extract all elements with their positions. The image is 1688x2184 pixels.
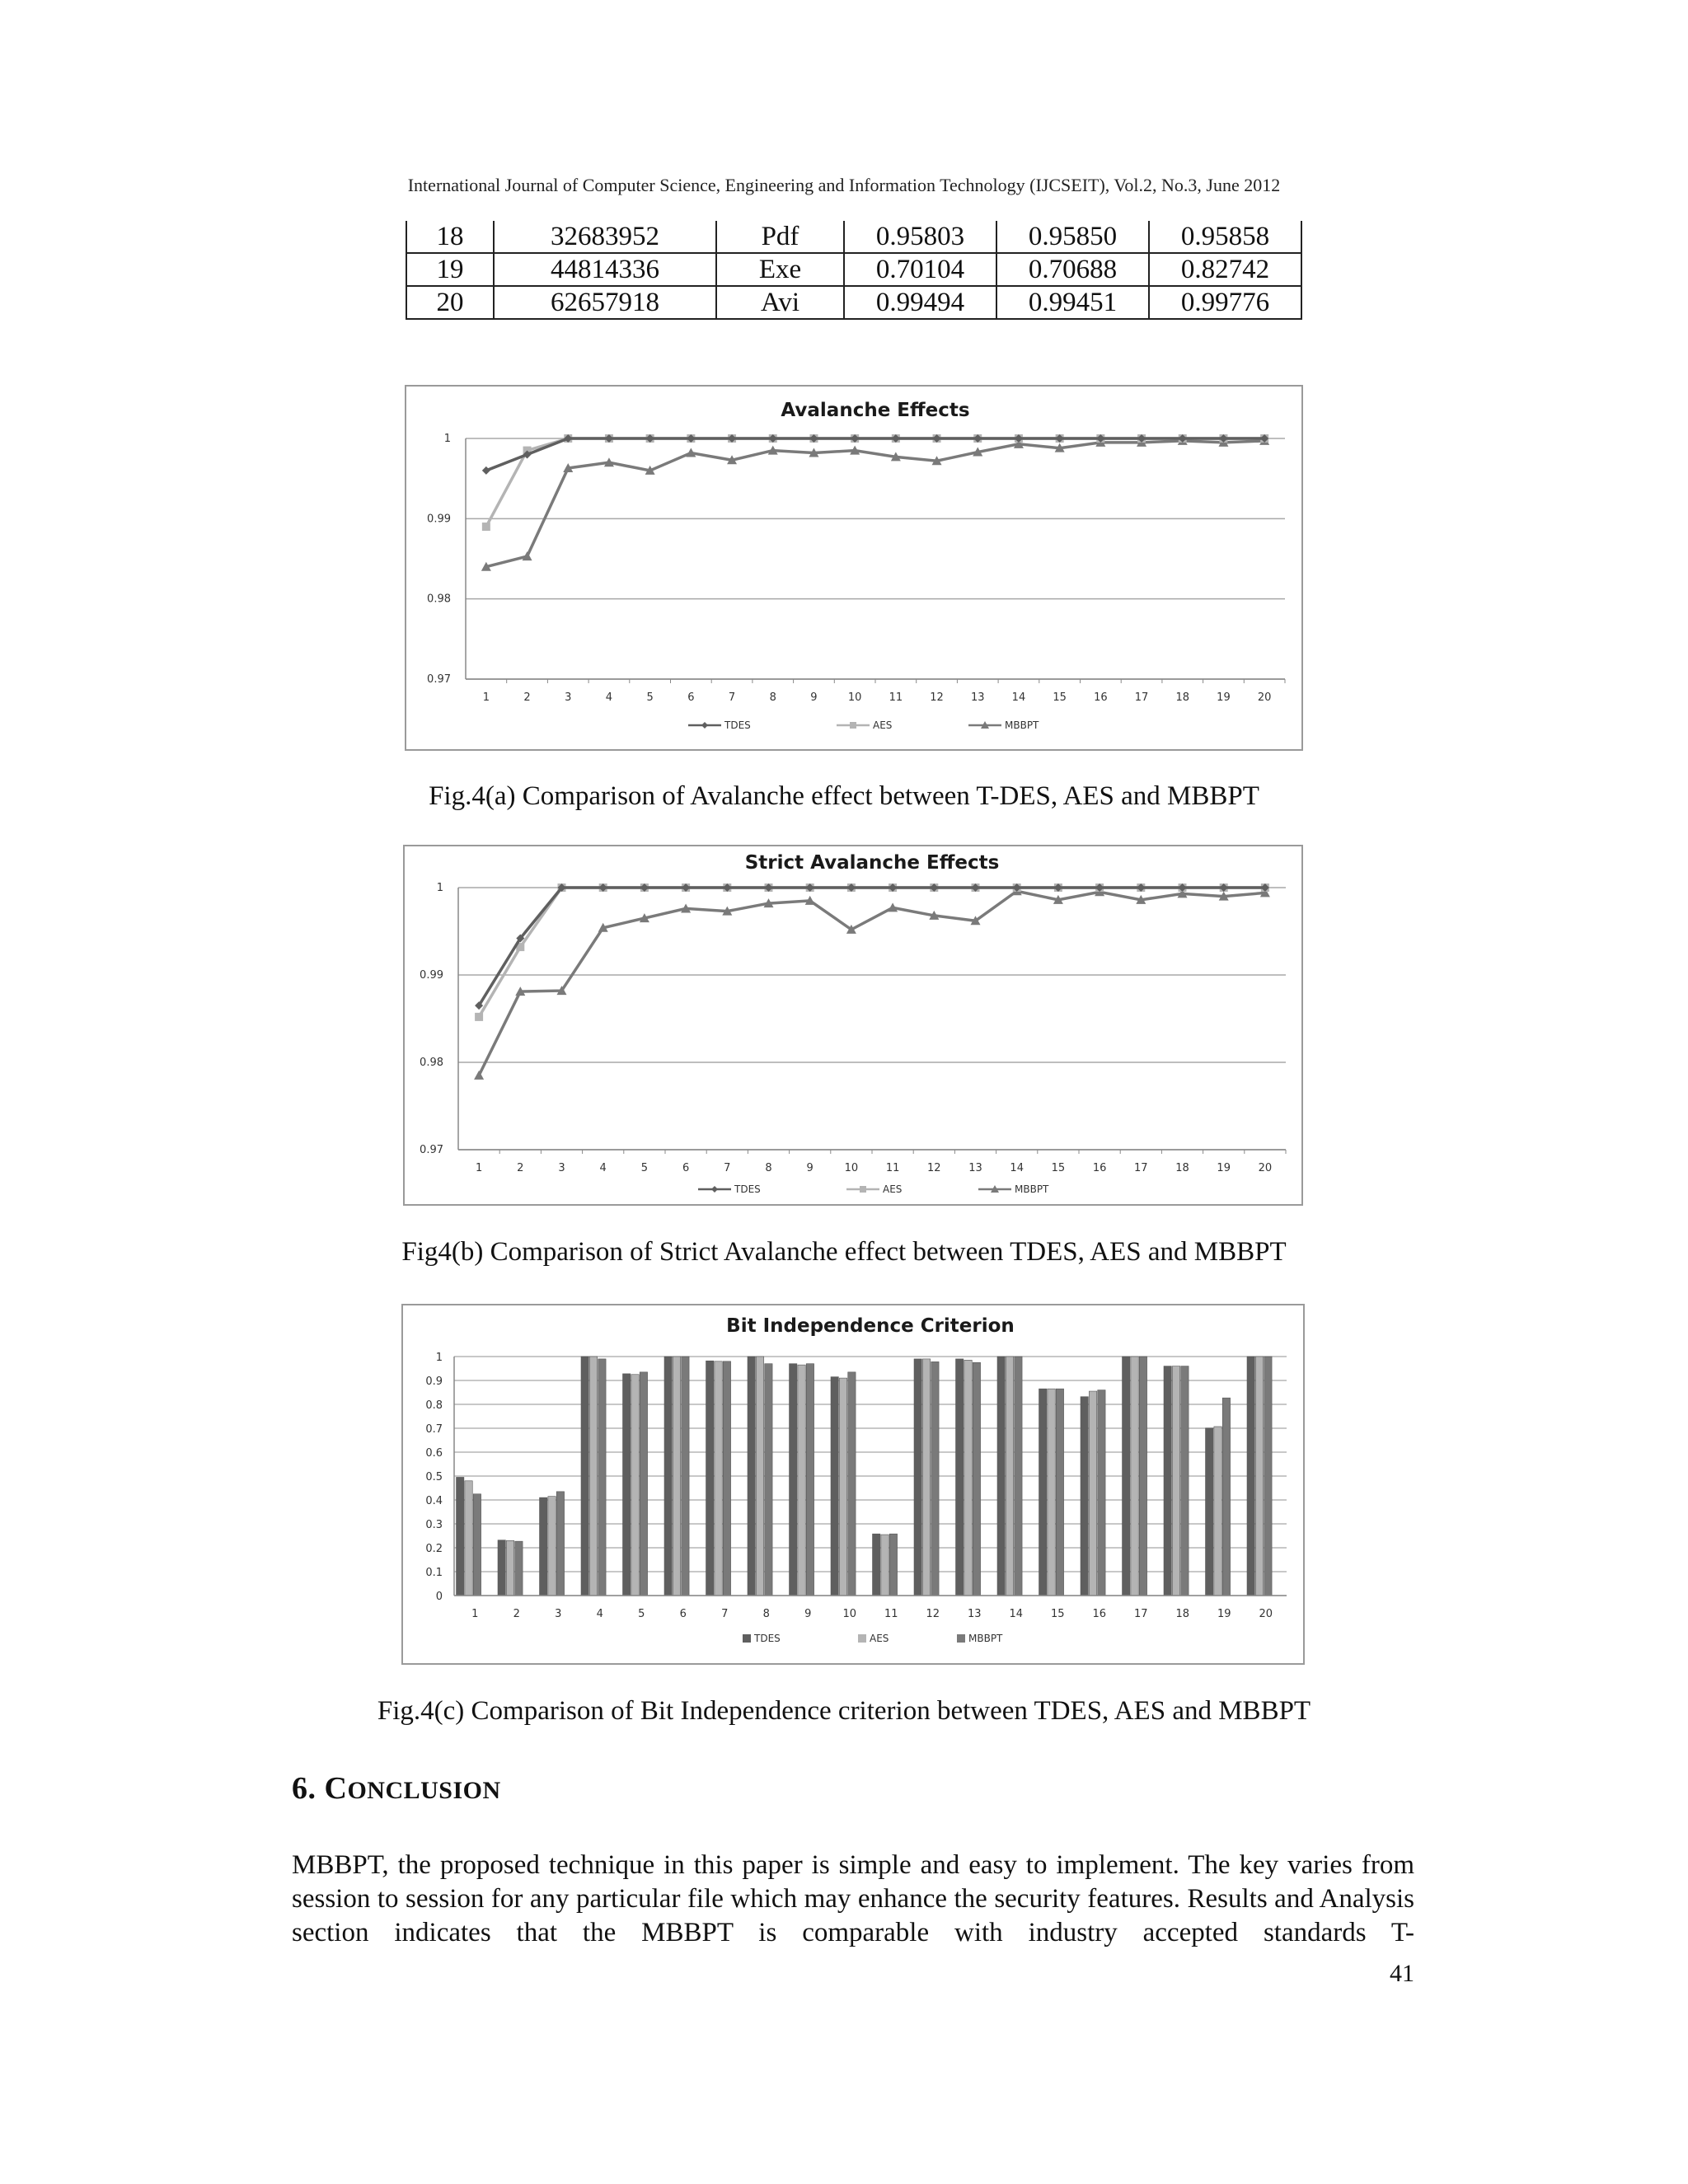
x-tick-label: 7 [724,1162,731,1174]
y-tick-label: 0 [435,1591,443,1603]
results-table [406,221,1302,320]
x-tick-label: 1 [482,691,490,704]
legend-label: TDES [754,1633,781,1644]
bar-aes [881,1535,889,1596]
x-tick-label: 2 [513,1608,520,1620]
series-line-aes [486,438,1264,527]
y-tick-label: 0.97 [427,673,451,686]
bar-aes [631,1375,639,1596]
series-line-aes [479,888,1265,1017]
bar-mbbpt [806,1364,814,1596]
bar-mbbpt [723,1361,730,1596]
bar-tdes [831,1377,838,1596]
legend-swatch [743,1634,751,1643]
bar-mbbpt [640,1372,647,1596]
bar-mbbpt [848,1372,856,1596]
y-tick-label: 0.6 [425,1447,443,1460]
x-tick-label: 14 [1011,691,1026,704]
data-point [482,523,490,531]
table-cell: 0.70688 [996,253,1149,286]
x-tick-label: 12 [927,1162,941,1174]
bar-tdes [623,1374,631,1596]
avalanche-chart [405,385,1303,751]
data-point [474,1071,484,1080]
series-line-mbbpt [479,891,1265,1076]
bar-tdes [1247,1357,1254,1596]
bar-aes [1172,1366,1179,1596]
table-row [406,253,1301,286]
y-tick-label: 0.3 [425,1519,443,1531]
bar-mbbpt [889,1534,897,1596]
legend-label: AES [873,719,893,731]
data-point [850,722,856,729]
bar-tdes [790,1364,797,1596]
y-tick-label: 0.97 [420,1144,443,1156]
x-tick-label: 8 [769,691,776,704]
x-tick-label: 7 [728,691,736,704]
series-line-tdes [479,888,1265,1005]
legend-swatch [858,1634,866,1643]
bar-mbbpt [973,1362,980,1596]
x-tick-label: 1 [475,1162,483,1174]
y-tick-label: 0.9 [425,1376,443,1388]
bar-mbbpt [1056,1389,1063,1596]
bar-tdes [664,1357,672,1596]
bar-aes [1048,1389,1055,1596]
bar-aes [1131,1357,1138,1596]
x-tick-label: 16 [1092,1162,1107,1174]
bar-tdes [914,1359,921,1596]
x-tick-label: 15 [1050,1608,1065,1620]
bar-tdes [457,1477,464,1596]
y-tick-label: 0.4 [425,1495,443,1507]
table-cell: 0.99494 [844,286,996,319]
x-tick-label: 5 [646,691,654,704]
table-cell: 19 [406,253,494,286]
bar-tdes [581,1357,588,1596]
y-tick-label: 1 [443,433,451,445]
legend-label: TDES [734,1183,761,1195]
bar-tdes [1039,1389,1047,1596]
table-cell: 0.82742 [1149,253,1301,286]
x-tick-label: 15 [1053,691,1067,704]
chart-title: Bit Independence Criterion [726,1315,1015,1337]
data-point [711,1186,718,1193]
x-tick-label: 14 [1009,1608,1024,1620]
table-cell: Exe [716,253,844,286]
x-tick-label: 16 [1094,691,1108,704]
figure-caption-b: Fig4(b) Comparison of Strict Avalanche effect between TDES, AES and MBBPT [401,1237,1287,1267]
chart-title: Strict Avalanche Effects [744,852,1000,874]
strict-avalanche-chart [403,845,1303,1206]
x-tick-label: 7 [721,1608,729,1620]
bar-mbbpt [931,1361,939,1596]
bar-tdes [748,1357,755,1596]
bar-mbbpt [1264,1357,1272,1596]
table-cell: 32683952 [494,221,716,253]
y-tick-label: 1 [436,882,443,894]
data-point [475,1013,483,1021]
x-tick-label: 16 [1092,1608,1107,1620]
series-line-mbbpt [486,441,1264,567]
chart-title: Avalanche Effects [781,400,970,421]
x-tick-label: 10 [847,691,862,704]
data-point [482,466,490,475]
x-tick-label: 17 [1134,691,1149,704]
bar-aes [1214,1427,1221,1596]
bar-aes [1089,1391,1096,1596]
y-tick-label: 0.98 [427,593,451,606]
legend-label: MBBPT [968,1633,1003,1644]
bar-aes [798,1365,805,1596]
x-tick-label: 13 [970,691,985,704]
bar-tdes [1081,1397,1088,1596]
page-number: 41 [1390,1960,1414,1987]
table-row [406,286,1301,319]
x-tick-label: 13 [967,1608,982,1620]
x-tick-label: 14 [1010,1162,1024,1174]
bar-tdes [1164,1366,1171,1596]
data-point [701,722,708,729]
table-cell: 0.70104 [844,253,996,286]
x-tick-label: 4 [596,1608,603,1620]
table-cell: Avi [716,286,844,319]
bar-tdes [1123,1357,1130,1596]
x-tick-label: 20 [1257,691,1272,704]
x-tick-label: 20 [1259,1608,1273,1620]
x-tick-label: 3 [565,691,572,704]
x-tick-label: 5 [638,1608,645,1620]
x-tick-label: 4 [599,1162,607,1174]
bar-aes [756,1357,763,1596]
bar-tdes [956,1359,964,1596]
legend-label: MBBPT [1005,719,1039,731]
x-tick-label: 15 [1051,1162,1066,1174]
table-cell: 0.99776 [1149,286,1301,319]
bar-aes [922,1359,930,1596]
x-tick-label: 8 [765,1162,772,1174]
bar-mbbpt [473,1494,481,1596]
bar-mbbpt [1098,1390,1105,1596]
x-tick-label: 18 [1175,691,1190,704]
y-tick-label: 0.99 [420,969,443,982]
table-row [406,221,1301,253]
x-tick-label: 6 [687,691,695,704]
x-tick-label: 2 [523,691,531,704]
section-number: 6. C [292,1771,348,1806]
y-tick-label: 0.5 [425,1471,443,1483]
table-cell: 0.99451 [996,286,1149,319]
bar-mbbpt [765,1364,772,1596]
table-cell: Pdf [716,221,844,253]
bar-mbbpt [1139,1357,1146,1596]
bar-aes [506,1540,513,1596]
legend-label: AES [870,1633,889,1644]
bar-tdes [498,1540,505,1596]
x-tick-label: 8 [762,1608,770,1620]
bar-tdes [540,1497,547,1596]
bar-mbbpt [556,1492,564,1596]
bar-aes [1006,1357,1013,1596]
bar-tdes [997,1357,1005,1596]
bar-aes [715,1361,722,1596]
bit-independence-chart-svg [403,1305,1303,1663]
x-tick-label: 9 [806,1162,814,1174]
y-tick-label: 0.99 [427,513,451,526]
x-tick-label: 6 [682,1162,690,1174]
table-cell: 20 [406,286,494,319]
table-cell: 44814336 [494,253,716,286]
x-tick-label: 1 [471,1608,479,1620]
bar-tdes [873,1534,880,1596]
y-tick-label: 0.2 [425,1543,443,1555]
x-tick-label: 17 [1133,1608,1148,1620]
conclusion-paragraph: MBBPT, the proposed technique in this paper is simple and easy to implement. The key varies from session to session for any particular file which may enhance the security features. Results and Analysis section indicates that the MBBPT is comparable with industry accepted standards T- [292,1850,1414,1947]
bar-aes [964,1360,972,1596]
x-tick-label: 2 [517,1162,524,1174]
data-point [860,1186,866,1193]
section-heading [292,1770,501,1807]
bar-aes [548,1497,556,1596]
y-tick-label: 0.8 [425,1399,443,1412]
bar-tdes [1206,1428,1213,1596]
bar-aes [673,1357,680,1596]
y-tick-label: 0.1 [425,1567,443,1579]
bit-independence-chart [401,1304,1305,1665]
figure-caption-c: Fig.4(c) Comparison of Bit Independence criterion between TDES, AES and MBBPT [377,1696,1311,1726]
x-tick-label: 11 [884,1608,898,1620]
table-cell: 0.95858 [1149,221,1301,253]
figure-caption-a: Fig.4(a) Comparison of Avalanche effect between T-DES, AES and MBBPT [429,781,1259,811]
x-tick-label: 5 [640,1162,649,1174]
x-tick-label: 3 [555,1608,562,1620]
table-cell: 0.95803 [844,221,996,253]
x-tick-label: 19 [1217,1608,1231,1620]
journal-header: International Journal of Computer Science, Engineering and Information Technology (IJCSEIT), Vol.2, No.3, June 2012 [407,175,1281,195]
table-cell: 62657918 [494,286,716,319]
bar-mbbpt [1015,1357,1022,1596]
x-tick-label: 6 [679,1608,687,1620]
section-title-text: ONCLUSION [347,1777,501,1804]
bar-aes [589,1357,597,1596]
bar-aes [465,1481,472,1596]
avalanche-chart-svg [406,387,1301,749]
x-tick-label: 12 [926,1608,940,1620]
legend-label: MBBPT [1015,1183,1049,1195]
x-tick-label: 4 [605,691,613,704]
x-tick-label: 9 [804,1608,812,1620]
x-tick-label: 17 [1134,1162,1148,1174]
x-tick-label: 3 [558,1162,565,1174]
bar-mbbpt [598,1359,606,1596]
y-tick-label: 0.98 [420,1057,443,1069]
x-tick-label: 9 [810,691,818,704]
legend-label: AES [883,1183,903,1195]
legend-swatch [957,1634,965,1643]
strict-avalanche-chart-svg [405,846,1301,1204]
x-tick-label: 20 [1258,1162,1273,1174]
x-tick-label: 18 [1175,1162,1189,1174]
x-tick-label: 13 [968,1162,982,1174]
x-tick-label: 12 [930,691,944,704]
table-cell: 0.95850 [996,221,1149,253]
bar-mbbpt [515,1541,523,1596]
x-tick-label: 11 [885,1162,900,1174]
bar-tdes [706,1361,714,1596]
bar-mbbpt [1222,1398,1230,1596]
bar-mbbpt [1181,1366,1189,1596]
bar-aes [839,1378,846,1596]
table-cell: 18 [406,221,494,253]
x-tick-label: 11 [889,691,903,704]
y-tick-label: 0.7 [425,1423,443,1436]
x-tick-label: 19 [1217,691,1231,704]
x-tick-label: 10 [844,1162,859,1174]
bar-mbbpt [682,1357,689,1596]
legend-label: TDES [724,719,751,731]
x-tick-label: 10 [842,1608,857,1620]
x-tick-label: 18 [1175,1608,1190,1620]
bar-aes [1255,1357,1263,1596]
y-tick-label: 1 [435,1352,443,1364]
x-tick-label: 19 [1217,1162,1231,1174]
